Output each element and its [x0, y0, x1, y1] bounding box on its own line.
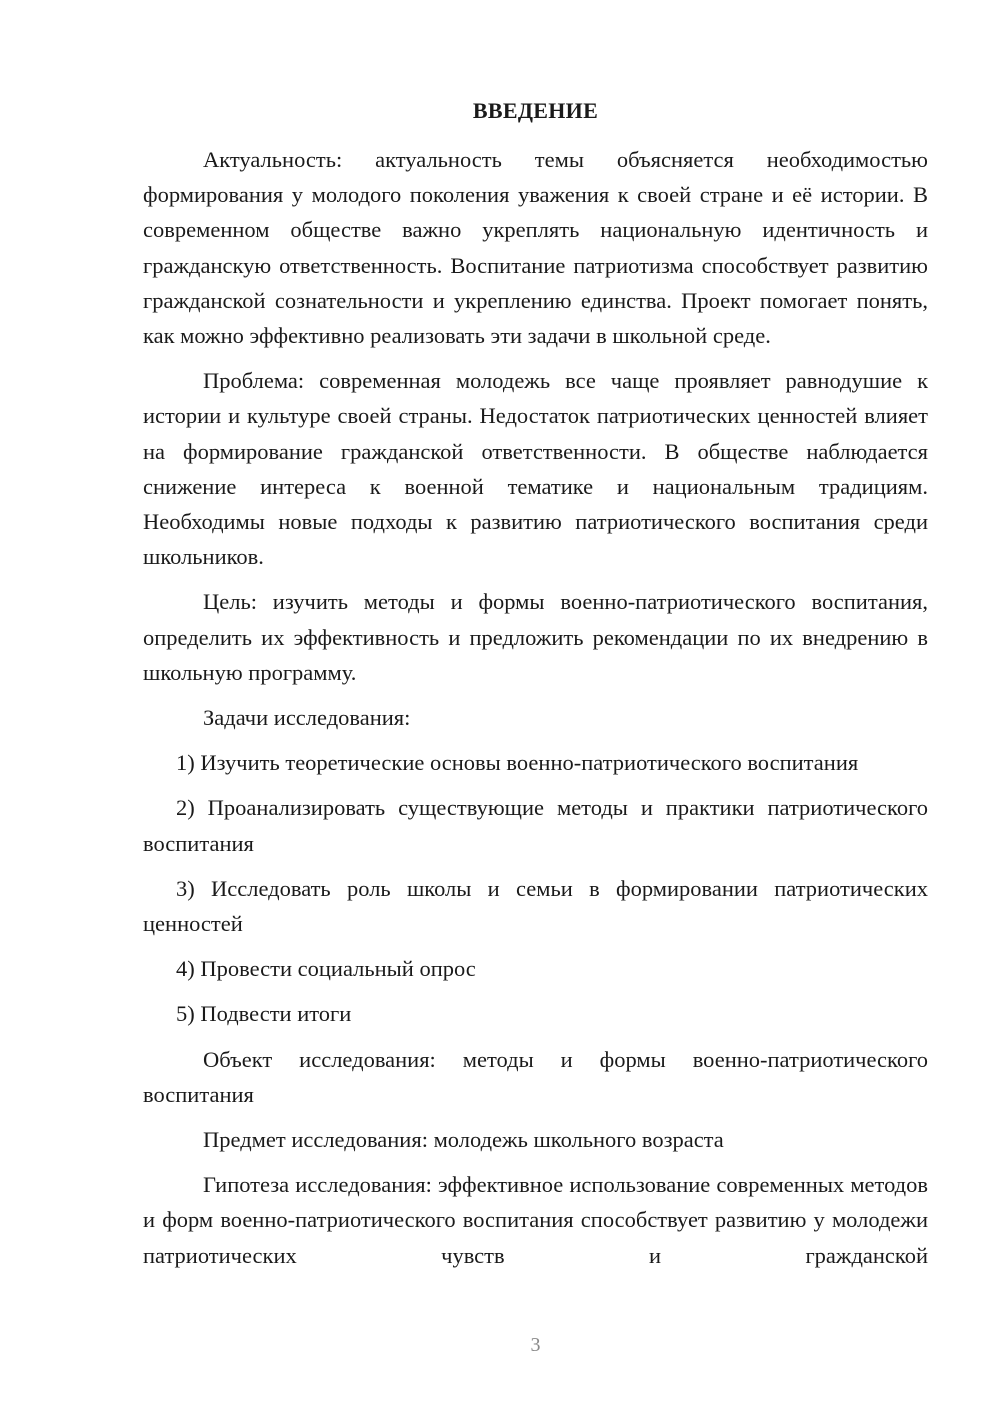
task-item-3: 3) Исследовать роль школы и семьи в формировании патриотических ценностей — [143, 875, 928, 937]
task-item-2: 2) Проанализировать существующие методы и практики патриотического воспитания — [143, 795, 928, 856]
paragraph-subject: Предмет исследования: молодежь школьного возраста — [203, 1127, 724, 1153]
paragraph-hypothesis: Гипотеза исследования: эффективное использование современных методов и форм военно-патриотического воспитания способствует развитию у молодежи патриотических чувств и гражданской — [143, 1172, 928, 1268]
paragraph-goal: Цель: изучить методы и формы военно-патриотического воспитания, определить их эффективность и предложить рекомендации по их внедрению в школьную программу. — [143, 589, 928, 685]
paragraph-tasks-heading: Задачи исследования: — [203, 705, 411, 731]
task-item-1: 1) Изучить теоретические основы военно-патриотического воспитания — [176, 750, 859, 776]
document-body — [143, 142, 928, 1283]
page-title: ВВЕДЕНИЕ — [472, 98, 599, 123]
document-page — [143, 0, 928, 1414]
paragraph-object: Объект исследования: методы и формы военно-патриотического воспитания — [143, 1046, 928, 1107]
task-item-5: 5) Подвести итоги — [176, 1001, 352, 1027]
task-item-4: 4) Провести социальный опрос — [176, 956, 476, 982]
paragraph-problem: Проблема: современная молодежь все чаще проявляет равнодушие к истории и культуре своей страны. Недостаток патриотических ценностей влияет на формирование гражданской ответственности. В обществе наблюдается снижение интереса к военной тематике и национальным традициям. Необходимы новые подходы к развитию патриотического воспитания среди школьников. — [143, 368, 928, 570]
page-number: 3 — [530, 1334, 541, 1356]
paragraph-relevance: Актуальность: актуальность темы объясняется необходимостью формирования у молодого поколения уважения к своей стране и её истории. В современном обществе важно укреплять национальную идентичность и гражданскую ответственность. Воспитание патриотизма способствует развитию гражданской сознательности и укреплению единства. Проект помогает понять, как можно эффективно реализовать эти задачи в школьной среде. — [143, 147, 928, 349]
